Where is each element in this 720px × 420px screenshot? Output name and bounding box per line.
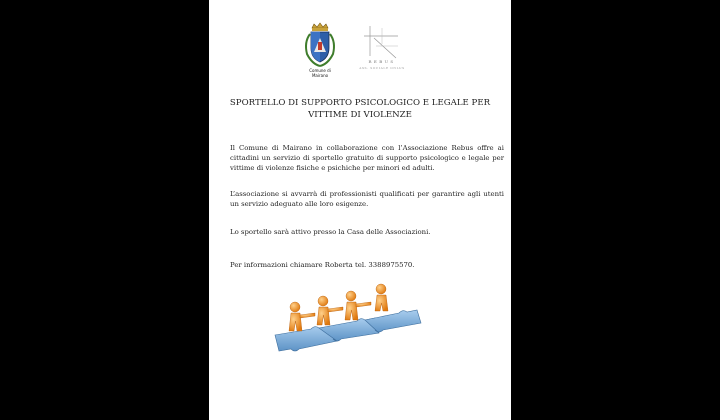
rebus-subtitle: ASS. SOCIALE ONLUS [359,66,405,70]
paragraph-intro: Il Comune di Mairano in collaborazione con l’Associazione Rebus offre ai cittadini un servizio di sportello gratuito di supporto psicologico e legale per vittime di violenze fisiche e psichiche per minori ed adulti. [230,144,504,172]
rebus-name: REBUS [368,59,396,64]
comune-name: Mairano [311,73,329,78]
paragraph-professionals: L’associazione si avvarrà di professionisti qualificati per garantire agli utenti un servizio adeguato alle loro esigenze. [230,190,504,208]
document-page [209,0,511,420]
header-logos [209,18,511,80]
title-line-1: SPORTELLO DI SUPPORTO PSICOLOGICO E LEGALE PER [229,98,491,108]
comune-label: Comune di [309,68,331,73]
title-line-2: VITTIME DI VIOLENZE [308,110,412,120]
team-puzzle-illustration [271,283,433,355]
paragraph-location: Lo sportello sarà attivo presso la Casa delle Associazioni. [230,228,431,236]
municipal-crest-icon [302,20,338,68]
rebus-logo-icon [362,24,402,62]
document-title [221,97,499,121]
paragraph-contact: Per informazioni chiamare Roberta tel. 3388975570. [230,261,415,269]
